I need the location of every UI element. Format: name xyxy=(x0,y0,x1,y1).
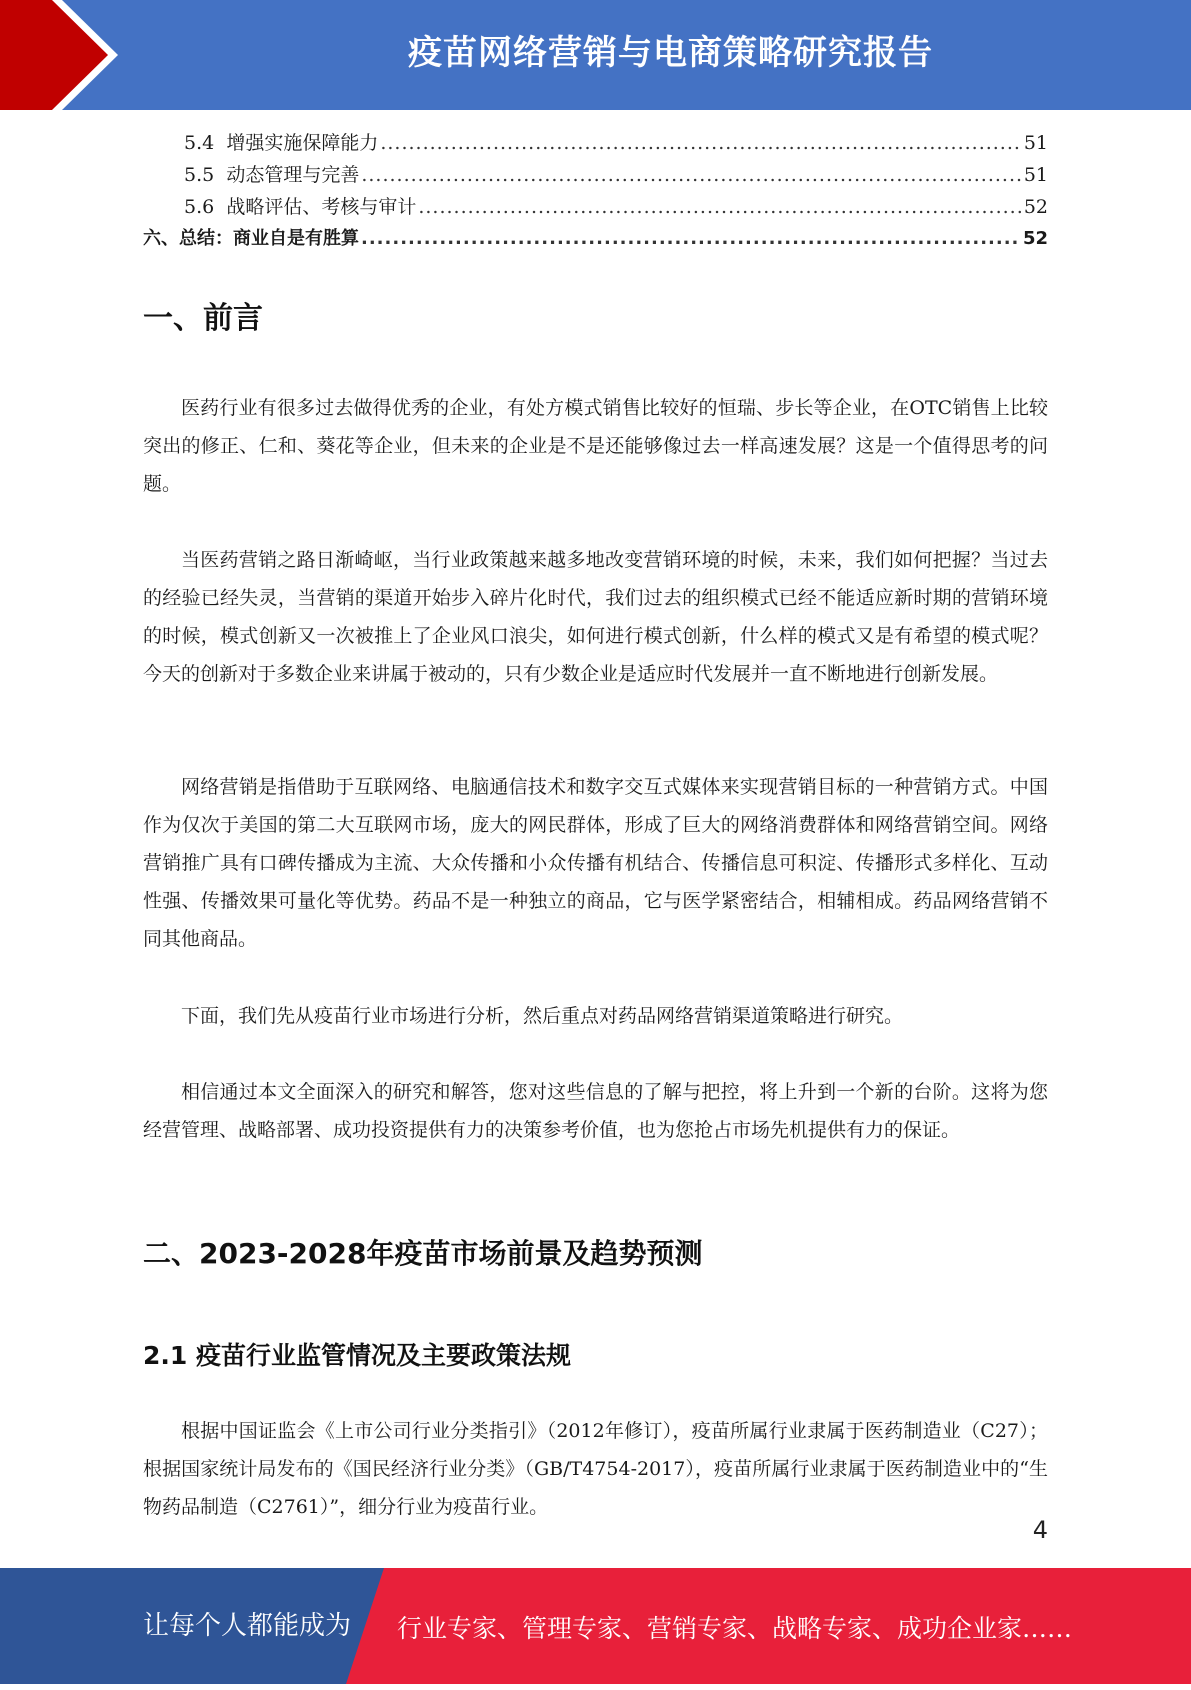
table-of-contents xyxy=(143,128,1048,256)
toc-leader-dots xyxy=(361,164,1021,186)
toc-entry-number: 5.6 xyxy=(184,196,215,218)
toc-entry-page: 51 xyxy=(1023,132,1048,154)
body-paragraph: 根据中国证监会《上市公司行业分类指引》（2012年修订），疫苗所属行业隶属于医药制造业（C27）；根据国家统计局发布的《国民经济行业分类》（GB/T4754-2017），疫苗所属行业隶属于医药制造业中的“生物药品制造（C2761）”，细分行业为疫苗行业。 xyxy=(143,1420,1048,1518)
header-banner xyxy=(0,0,1191,110)
toc-entry-text: 六、总结：商业自是有胜算 xyxy=(143,228,359,249)
toc-entry-number: 5.4 xyxy=(184,132,215,154)
body-paragraph: 医药行业有很多过去做得优秀的企业，有处方模式销售比较好的恒瑞、步长等企业，在OTC销售上比较突出的修正、仁和、葵花等企业，但未来的企业是不是还能够像过去一样高速发展？这是一个值得思考的问题。 xyxy=(143,397,1048,495)
body-paragraph: 当医药营销之路日渐崎岖，当行业政策越来越多地改变营销环境的时候，未来，我们如何把握？当过去的经验已经失灵，当营销的渠道开始步入碎片化时代，我们过去的组织模式已经不能适应新时期的营销环境的时候，模式创新又一次被推上了企业风口浪尖，如何进行模式创新，什么样的模式又是有希望的模式呢？今天的创新对于多数企业来讲属于被动的，只有少数企业是适应时代发展并一直不断地进行创新发展。 xyxy=(143,549,1048,685)
toc-entry-chapter[interactable] xyxy=(143,224,1048,256)
toc-entry-page: 51 xyxy=(1023,164,1048,186)
page-number: 4 xyxy=(1032,1516,1048,1544)
toc-entry[interactable] xyxy=(143,160,1048,192)
body-paragraph: 网络营销是指借助于互联网络、电脑通信技术和数字交互式媒体来实现营销目标的一种营销方式。中国作为仅次于美国的第二大互联网市场，庞大的网民群体，形成了巨大的网络消费群体和网络营销空间。网络营销推广具有口碑传播成为主流、大众传播和小众传播有机结合、传播信息可积淀、传播形式多样化、互动性强、传播效果可量化等优势。药品不是一种独立的商品，它与医学紧密结合，相辅相成。药品网络营销不同其他商品。 xyxy=(143,776,1048,950)
footer-slogan-left: 让每个人都能成为 xyxy=(143,1611,352,1641)
document-title: 疫苗网络营销与电商策略研究报告 xyxy=(408,33,933,73)
section-heading-preface: 一、前言 xyxy=(143,301,263,336)
chevron-arrow-icon xyxy=(0,0,150,110)
toc-leader-dots xyxy=(361,228,1021,249)
toc-entry-text: 增强实施保障能力 xyxy=(226,132,379,154)
body-paragraph: 下面，我们先从疫苗行业市场进行分析，然后重点对药品网络营销渠道策略进行研究。 xyxy=(181,1005,904,1027)
toc-entry-text: 动态管理与完善 xyxy=(226,164,360,186)
toc-leader-dots xyxy=(380,132,1021,154)
toc-entry-text: 战略评估、考核与审计 xyxy=(226,196,417,218)
toc-leader-dots xyxy=(418,196,1021,218)
section-heading-market-forecast: 二、2023-2028年疫苗市场前景及趋势预测 xyxy=(143,1237,703,1270)
footer-banner xyxy=(0,1568,1191,1684)
toc-entry[interactable] xyxy=(143,192,1048,224)
subsection-heading-regulation: 2.1 疫苗行业监管情况及主要政策法规 xyxy=(143,1341,571,1370)
toc-entry-page: 52 xyxy=(1022,228,1048,249)
toc-entry[interactable] xyxy=(143,128,1048,160)
body-paragraph: 相信通过本文全面深入的研究和解答，您对这些信息的了解与把控，将上升到一个新的台阶。这将为您经营管理、战略部署、成功投资提供有力的决策参考价值，也为您抢占市场先机提供有力的保证。 xyxy=(143,1081,1048,1141)
toc-entry-number: 5.5 xyxy=(184,164,215,186)
footer-slogan-right: 行业专家、管理专家、营销专家、战略专家、成功企业家…… xyxy=(397,1614,1073,1643)
toc-entry-page: 52 xyxy=(1023,196,1048,218)
